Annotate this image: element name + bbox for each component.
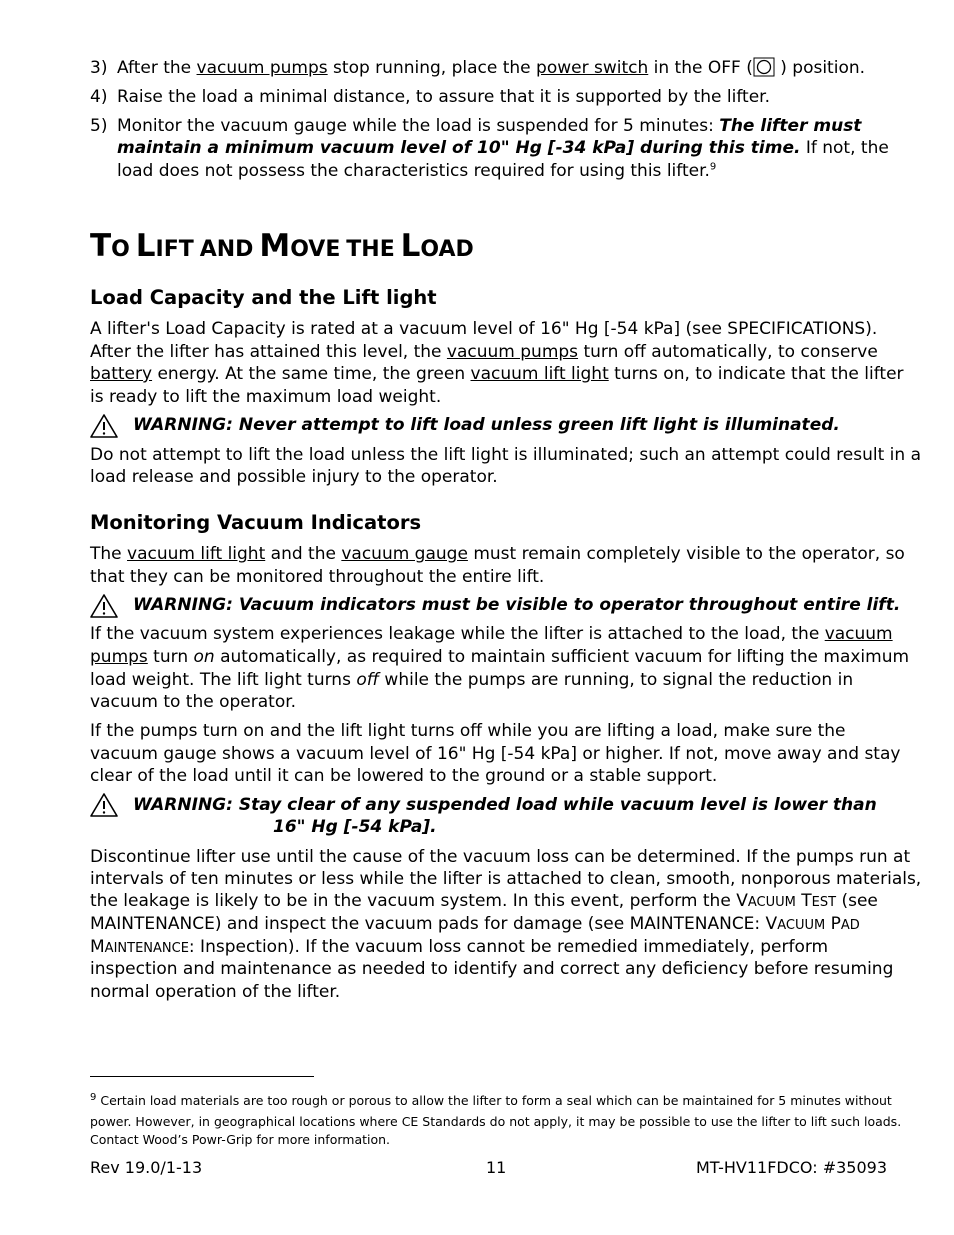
warning-text: WARNING: Stay clear of any suspended load while vacuum level is lower than — [133, 795, 877, 815]
paragraph-line: vacuum gauge shows a vacuum level of 16" Hg [-54 kPa] or higher. If not, move away and stay — [90, 744, 901, 764]
paragraph-line: is ready to lift the maximum load weight. — [90, 387, 442, 407]
paragraph-line: intervals of ten minutes or less while the lifter is attached to clean, smooth, nonporous materials, — [90, 869, 922, 889]
paragraph-line: battery energy. At the same time, the green vacuum lift light turns on, to indicate that the lifter — [90, 364, 904, 384]
footer-revision: Rev 19.0/1-13 — [90, 1158, 203, 1177]
paragraph-line: If the pumps turn on and the lift light turns off while you are lifting a load, make sure the — [90, 721, 846, 741]
battery-link: battery — [90, 364, 153, 384]
vacuum-gauge-link: vacuum gauge — [341, 544, 468, 564]
step-number: 3) — [90, 58, 108, 78]
paragraph-line: MAINTENANCE: Inspection). If the vacuum loss cannot be remedied immediately, perform — [90, 937, 829, 957]
paragraph-line: load release and possible injury to the operator. — [90, 467, 498, 487]
step-4: 4) Raise the load a minimal distance, to assure that it is supported by the lifter. — [90, 87, 771, 107]
paragraph-line: pumps turn on automatically, as required to maintain sufficient vacuum for lifting the maximum — [90, 647, 910, 667]
paragraph-line: A lifter's Load Capacity is rated at a vacuum level of 16" Hg [-54 kPa] (see SPECIFICATIONS). — [90, 319, 878, 339]
monitoring-heading: Monitoring Vacuum Indicators — [90, 511, 422, 534]
vacuum-lift-light-link: vacuum lift light — [470, 364, 609, 384]
warning-text-continued: 16" Hg [-54 kPa]. — [273, 817, 437, 837]
vacuum-pumps-link: pumps — [90, 647, 148, 667]
footnote-line: power. However, in geographical locations where CE Standards do not apply, it may be possible to use the lifter to lift such loads. — [90, 1114, 902, 1129]
paragraph-line: The vacuum lift light and the vacuum gauge must remain completely visible to the operator, so — [90, 544, 905, 564]
warning-text: WARNING: Never attempt to lift load unless green lift light is illuminated. — [133, 415, 840, 435]
paragraph-line: If the vacuum system experiences leakage while the lifter is attached to the load, the vacuum — [90, 624, 893, 644]
warning-triangle-icon — [89, 413, 119, 439]
paragraph-line: After the lifter has attained this level, the vacuum pumps turn off automatically, to conserve — [90, 342, 878, 362]
vacuum-pumps-link: vacuum pumps — [196, 58, 328, 78]
paragraph-line: Do not attempt to lift the load unless the lift light is illuminated; such an attempt could result in a — [90, 445, 921, 465]
paragraph-line: normal operation of the lifter. — [90, 982, 341, 1002]
paragraph-line: MAINTENANCE) and inspect the vacuum pads for damage (see MAINTENANCE: VACUUM PAD — [90, 914, 860, 934]
warning-triangle-icon — [89, 593, 119, 619]
step-3: 3) After the vacuum pumps stop running, place the power switch in the OFF ( ) position. — [90, 58, 866, 78]
paragraph-line: vacuum to the operator. — [90, 692, 297, 712]
paragraph-line: Discontinue lifter use until the cause of the vacuum loss can be determined. If the pumps run at — [90, 847, 911, 867]
vacuum-pumps-link: vacuum pumps — [446, 342, 579, 362]
paragraph-line: the leakage is likely to be in the vacuum system. In this event, perform the VACUUM TEST (see — [90, 891, 878, 911]
footnote: $^9$ Certain load materials are too rough or porous to allow the lifter to form a seal which can be maintained for 5 minutes without — [90, 1091, 892, 1108]
warning-triangle-icon — [89, 792, 119, 818]
step-number: 4) — [90, 87, 108, 107]
paragraph-line: inspection and maintenance as needed to identify and correct any deficiency before resuming — [90, 959, 894, 979]
step-5-line-2: maintain a minimum vacuum level of 10" Hg [-34 kPa] during this time. If not, the — [117, 138, 889, 158]
warning-text: WARNING: Vacuum indicators must be visible to operator throughout entire lift. — [133, 595, 901, 615]
paragraph-line: clear of the load until it can be lowered to the ground or a stable support. — [90, 766, 718, 786]
power-off-symbol-icon — [753, 57, 775, 77]
step-5-line-3: load does not possess the characteristics required for using this lifter.$^9$ — [117, 161, 717, 181]
step-number: 5) — [90, 116, 108, 136]
footer-page-number: 11 — [486, 1158, 507, 1177]
step-5: 5) Monitor the vacuum gauge while the load is suspended for 5 minutes: The lifter must — [90, 116, 862, 136]
load-capacity-heading: Load Capacity and the Lift light — [90, 286, 437, 309]
footnote-line: Contact Wood’s Powr-Grip for more information. — [90, 1132, 391, 1147]
section-title: TO LIFT AND MOVE THE LOAD — [90, 228, 474, 264]
paragraph-line: that they can be monitored throughout the entire lift. — [90, 567, 545, 587]
footer-document-id: MT-HV11FDCO: #35093 — [696, 1158, 888, 1177]
power-switch-link: power switch — [536, 58, 649, 78]
paragraph-line: load weight. The lift light turns off while the pumps are running, to signal the reduction in — [90, 670, 854, 690]
footnote-rule — [90, 1076, 314, 1077]
vacuum-lift-light-link: vacuum lift light — [127, 544, 266, 564]
footnote-reference: 9 — [709, 161, 717, 173]
vacuum-pumps-link: vacuum — [824, 624, 893, 644]
